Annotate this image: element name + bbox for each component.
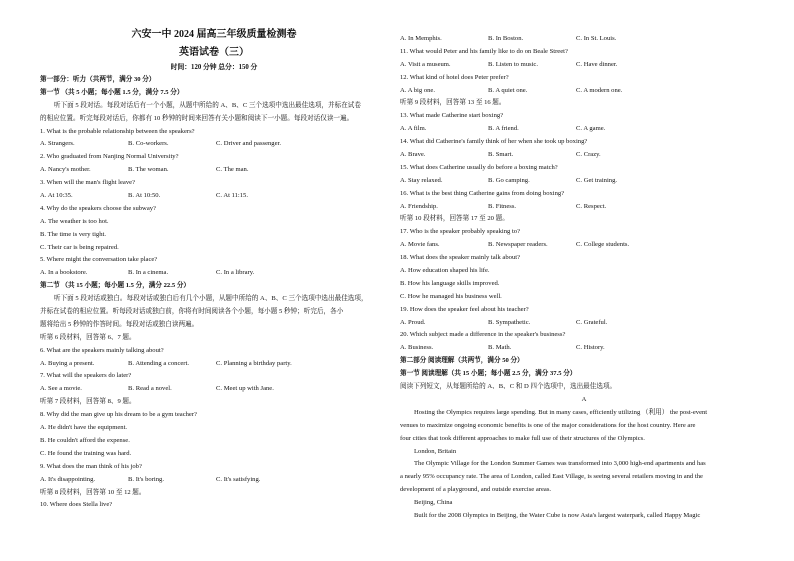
question-6-options — [40, 358, 388, 371]
question-5-options — [40, 267, 388, 280]
option-a: A. In Memphis. — [400, 35, 442, 42]
option-b: B. Smart. — [488, 151, 514, 159]
option-b: B. Go camping. — [488, 176, 530, 184]
question-13: 13. What made Catherine start boxing? — [400, 112, 504, 120]
option-b: B. Read a novel. — [128, 385, 172, 393]
option-b: B. How his language skills improved. — [400, 279, 500, 287]
question-7-options — [40, 383, 388, 396]
option-b: B. A friend. — [488, 125, 519, 133]
option-a: A. See a movie. — [40, 385, 82, 393]
section2-heading: 第二节 （共 15 小题；每小题 1.5 分，满分 22.5 分） — [40, 282, 191, 290]
option-b: B. It's boring. — [128, 475, 164, 483]
material-note: 听第 6 段材料，回答第 6、7 题。 — [40, 333, 136, 341]
option-a: A. Proud. — [400, 318, 426, 326]
option-b: B. The time is very tight. — [40, 230, 106, 238]
reading-section-heading: 第一节 阅读理解（共 15 小题；每小题 2.5 分，满分 37.5 分） — [400, 370, 577, 378]
question-12-options — [400, 85, 768, 98]
option-c: C. In a library. — [216, 269, 255, 277]
option-c: C. In St. Louis. — [576, 35, 617, 42]
question-16-options — [400, 201, 768, 214]
passage-paragraph: The Olympic Village for the London Summer Games was transformed into 3,000 high-end apartments and has — [414, 460, 706, 468]
option-c: C. How he managed his business well. — [400, 292, 502, 300]
option-b: B. The woman. — [128, 166, 169, 174]
option-c: C. College students. — [576, 241, 630, 249]
section1-instructions: 听下面 5 段对话。每段对话后有一个小题，从题中所给的 A、B、C 三个选项中选出最佳选项，并标在试卷 — [54, 101, 361, 109]
section2-instructions: 并标在试卷的相应位置。听每段对话或独白前，你将有时间阅读各个小题，每小题 5 秒钟；听完后，各小 — [40, 308, 344, 316]
option-a: A. Visit a museum. — [400, 60, 451, 68]
question-10-options — [400, 33, 768, 46]
option-a: A. Nancy's mother. — [40, 166, 91, 174]
section2-instructions: 题将给出 5 秒钟的作答时间。每段对话或独白读两遍。 — [40, 320, 199, 328]
material-note: 听第 8 段材料，回答第 10 至 12 题。 — [40, 488, 146, 496]
option-c: C. Have dinner. — [576, 60, 618, 68]
option-c: C. A game. — [576, 125, 606, 133]
question-2: 2. Who graduated from Nanjing Normal University? — [40, 153, 179, 161]
option-b: B. Newspaper readers. — [488, 241, 548, 249]
option-b: B. Fitness. — [488, 202, 517, 210]
option-c: C. He found the training was hard. — [40, 449, 132, 457]
material-note: 听第 9 段材料，回答第 13 至 16 题。 — [400, 99, 506, 107]
option-a: A. How education shaped his life. — [400, 267, 490, 275]
question-1: 1. What is the probable relationship between the speakers? — [40, 127, 195, 135]
question-5: 5. Where might the conversation take place? — [40, 256, 158, 264]
question-15: 15. What does Catherine usually do before a boxing match? — [400, 163, 558, 171]
question-9-options — [40, 474, 388, 487]
question-15-options — [400, 175, 768, 188]
passage-paragraph: Hosting the Olympics requires large spending. But in many cases, efficiently utilizing （利用） the post-event — [414, 408, 708, 416]
option-c: C. Grateful. — [576, 318, 608, 326]
city-heading: Beijing, China — [414, 499, 453, 507]
option-c: C. The man. — [216, 166, 249, 174]
option-a: A. Stay relaxed. — [400, 176, 443, 184]
material-note: 听第 10 段材料，回答第 17 至 20 题。 — [400, 215, 509, 223]
passage-paragraph: venues to maximize ongoing economic benefits is one of the major considerations for the host country. Here are — [400, 421, 696, 429]
option-a: A. A big one. — [400, 86, 435, 94]
question-3-options — [40, 190, 388, 203]
passage-paragraph: Built for the 2008 Olympics in Beijing, the Water Cube is now Asia's largest waterpark, called Happy Magic — [414, 511, 701, 519]
material-note: 听第 7 段材料，回答第 8、9 题。 — [40, 398, 136, 406]
question-4: 4. Why do the speakers choose the subway? — [40, 204, 156, 212]
exam-subtitle: 英语试卷（三） — [179, 47, 249, 58]
question-18: 18. What does the speaker mainly talk about? — [400, 254, 520, 262]
question-20-options — [400, 342, 768, 355]
option-a: A. Business. — [400, 344, 434, 352]
question-8: 8. Why did the man give up his dream to be a gym teacher? — [40, 411, 197, 419]
option-c: C. History. — [576, 344, 605, 352]
option-c: C. Crazy. — [576, 151, 601, 159]
part1-heading: 第一部分：听力（共两节，满分 30 分） — [40, 76, 156, 83]
option-b: B. At 10:50. — [128, 192, 161, 200]
option-b: B. Co-workers. — [128, 140, 169, 148]
question-11: 11. What would Peter and his family like to do on Beale Street? — [400, 47, 568, 55]
option-a: A. It's disappointing. — [40, 475, 96, 483]
part2-heading: 第二部分 阅读理解（共两节，满分 50 分） — [400, 357, 524, 365]
section2-instructions: 听下面 5 段对话或独白。每段对话或独白后有几个小题，从题中所给的 A、B、C 三个选项中选出最佳选项， — [54, 295, 368, 303]
option-c: C. It's satisfying. — [216, 475, 261, 483]
option-c: C. At 11:15. — [216, 192, 248, 200]
option-c: C. Driver and passenger. — [216, 140, 282, 148]
option-b: B. Attending a concert. — [128, 359, 189, 367]
option-c: C. Planning a birthday party. — [216, 359, 292, 367]
option-b: B. Sympathetic. — [488, 318, 531, 326]
question-14-options — [400, 149, 768, 162]
option-a: A. In a bookstore. — [40, 269, 88, 277]
question-2-options — [40, 164, 388, 177]
left-column — [40, 0, 388, 512]
question-19: 19. How does the speaker feel about his teacher? — [400, 305, 529, 313]
option-b: B. Math. — [488, 344, 512, 352]
question-20: 20. Which subject made a difference in the speaker's business? — [400, 331, 566, 339]
question-9: 9. What does the man think of his job? — [40, 462, 142, 470]
option-c: C. Respect. — [576, 202, 607, 210]
option-a: A. Friendship. — [400, 202, 438, 210]
reading-instructions: 阅读下列短文，从每题所给的 A、B、C 和 D 四个选项中，选出最佳选项。 — [400, 383, 617, 391]
section1-heading: 第一节 （共 5 小题；每小题 1.5 分，满分 7.5 分） — [40, 88, 184, 96]
question-7: 7. What will the speakers do later? — [40, 372, 132, 380]
option-c: C. Their car is being repaired. — [40, 243, 119, 251]
passage-paragraph: development of a playground, and outside exercise areas. — [400, 486, 552, 494]
section1-instructions: 的相应位置。听完每段对话后，你都有 10 秒钟的时间来回答有关小题和阅读下一小题。每段对话仅读一遍。 — [40, 114, 354, 122]
option-a: A. He didn't have the equipment. — [40, 424, 128, 432]
option-b: B. A quiet one. — [488, 86, 528, 94]
question-17: 17. Who is the speaker probably speaking to? — [400, 228, 521, 236]
passage-paragraph: four cities that took different approaches to make full use of their structures of the Olympics. — [400, 434, 645, 442]
question-14: 14. What did Catherine's family think of her when she took up boxing? — [400, 138, 588, 146]
question-12: 12. What kind of hotel does Peter prefer? — [400, 73, 509, 81]
question-13-options — [400, 123, 768, 136]
option-a: A. Movie fans. — [400, 241, 440, 249]
question-19-options — [400, 317, 768, 330]
option-a: A. The weather is too hot. — [40, 217, 109, 225]
option-b: B. In Boston. — [488, 35, 524, 42]
right-column — [400, 33, 768, 523]
option-a: A. Brave. — [400, 151, 426, 159]
option-c: C. Meet up with Jane. — [216, 385, 274, 393]
option-c: C. A modern one. — [576, 86, 623, 94]
passage-paragraph: a nearly 95% occupancy rate. The area of London, called East Village, is seeing several retailers moving in and the — [400, 473, 703, 481]
option-a: A. At 10:35. — [40, 192, 73, 200]
option-a: A. Buying a present. — [40, 359, 95, 367]
passage-label: A — [581, 395, 587, 403]
question-11-options — [400, 59, 768, 72]
option-b: B. Listen to music. — [488, 60, 539, 68]
time-score: 时间：120 分钟 总分：150 分 — [170, 64, 258, 71]
option-c: C. Get training. — [576, 176, 618, 184]
question-16: 16. What is the best thing Catherine gains from doing boxing? — [400, 189, 565, 197]
question-6: 6. What are the speakers mainly talking about? — [40, 346, 164, 354]
city-heading: London, Britain — [414, 447, 457, 455]
question-3: 3. When will the man's flight leave? — [40, 179, 136, 187]
option-b: B. He couldn't afford the expense. — [40, 436, 130, 444]
option-b: B. In a cinema. — [128, 269, 169, 277]
exam-title: 六安一中 2024 届高三年级质量检测卷 — [131, 29, 297, 40]
option-a: A. A film. — [400, 125, 427, 133]
question-1-options — [40, 138, 388, 151]
question-10: 10. Where does Stella live? — [40, 501, 113, 509]
option-a: A. Strangers. — [40, 140, 75, 148]
question-17-options — [400, 239, 768, 252]
